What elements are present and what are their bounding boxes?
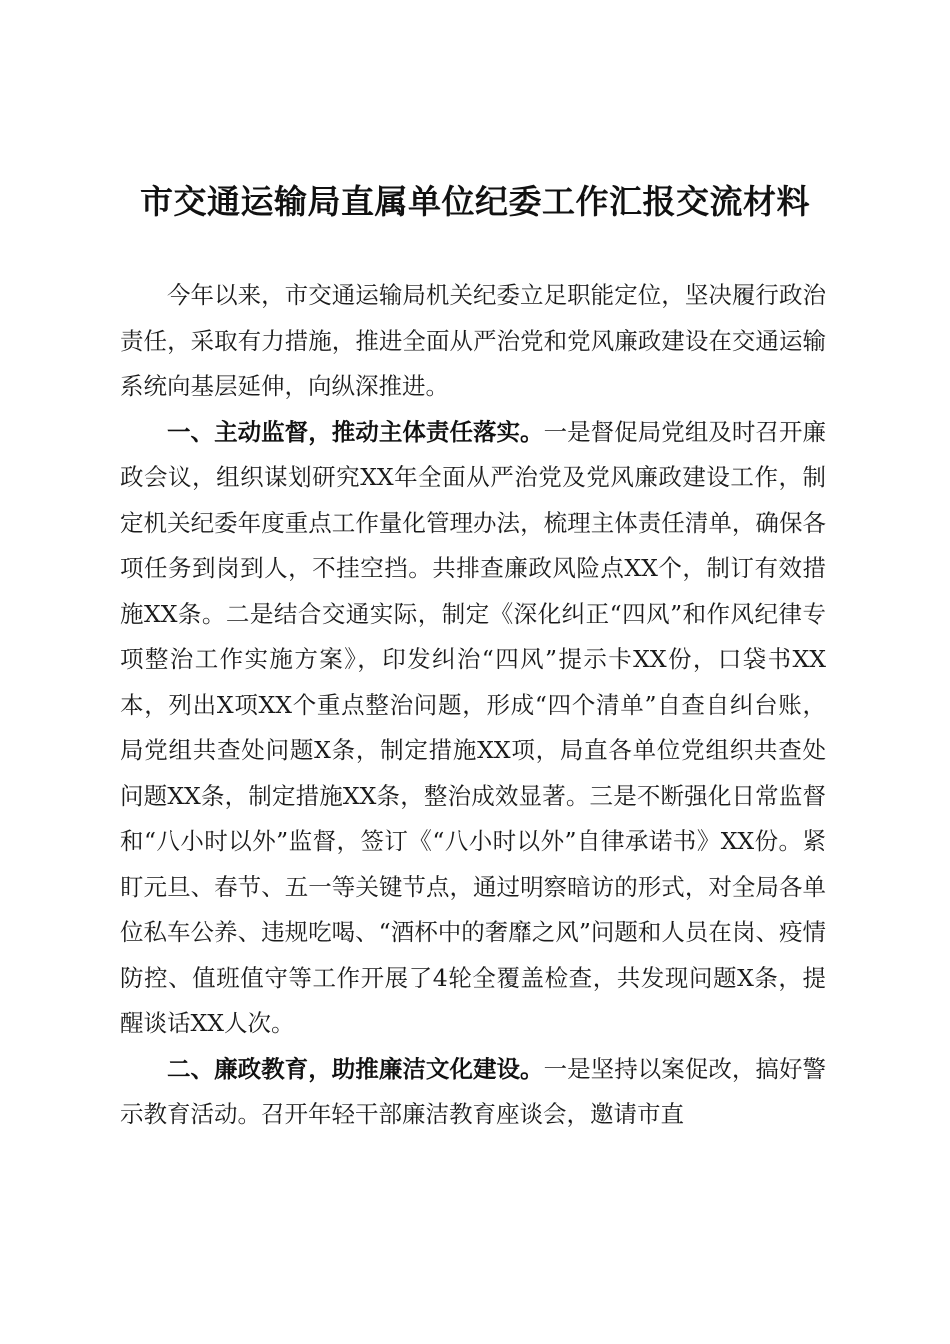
document-body <box>120 273 826 1138</box>
paragraph-section-2 <box>120 1047 826 1138</box>
section-heading: 一、主动监督，推动主体责任落实。 <box>167 417 544 446</box>
paragraph-text: 今年以来，市交通运输局机关纪委立足职能定位，坚决履行政治责任，采取有力措施，推进全面从严治党和党风廉政建设在交通运输系统向基层延伸，向纵深推进。 <box>120 281 826 400</box>
paragraph-text: 一是坚持以案促改，搞好警示教育活动。召开年轻干部廉洁教育座谈会，邀请市直 <box>120 1054 827 1128</box>
document-title: 市交通运输局直属单位纪委工作汇报交流材料 <box>140 182 810 221</box>
paragraph-intro <box>120 273 826 410</box>
section-heading: 二、廉政教育，助推廉洁文化建设。 <box>167 1054 544 1083</box>
paragraph-text: 一是督促局党组及时召开廉政会议，组织谋划研究XX年全面从严治党及党风廉政建设工作，制定机关纪委年度重点工作量化管理办法，梳理主体责任清单，确保各项任务到岗到人，不挂空挡。共排查廉政风险点XX个，制订有效措施XX条。二是结合交通实际，制定《深化纠正“四风”和作风纪律专项整治工作实施方案》，印发纠治“四风”提示卡XX份，口袋书XX本，列出X项XX个重点整治问题，形成“四个清单”自查自纠台账，局党组共查处问题X条，制定措施XX项，局直各单位党组织共查处问题XX条，制定措施XX条，整治成效显著。三是不断强化日常监督和“八小时以外”监督，签订《“八小时以外”自律承诺书》XX份。紧盯元旦、春节、五一等关键节点，通过明察暗访的形式，对全局各单位私车公养、违规吃喝、“酒杯中的奢靡之风”问题和人员在岗、疫情防控、值班值守等工作开展了4轮全覆盖检查，共发现问题X条，提醒谈话XX人次。 <box>120 417 827 1037</box>
paragraph-section-1 <box>120 410 826 1047</box>
